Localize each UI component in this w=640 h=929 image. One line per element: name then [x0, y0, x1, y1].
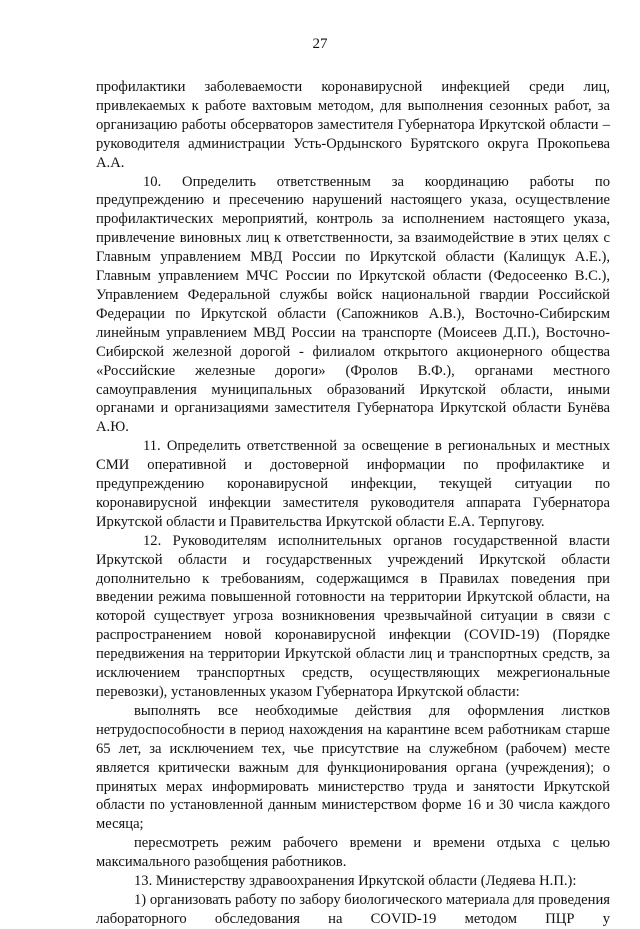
document-body [96, 78, 610, 929]
paragraph-13: 13. Министерству здравоохранения Иркутской области (Ледяева Н.П.): [134, 873, 577, 890]
paragraph-12-item-2: пересмотреть режим рабочего времени и времени отдыха с целью максимального разобщения работников. [96, 835, 610, 871]
paragraph-11: 11. Определить ответственной за освещение в региональных и местных СМИ оперативной и достоверной информации по профилактике и предупреждению коронавирусной инфекции, текущей ситуации по коронавирусной инфекции заместителя руководителя аппарата Губернатора Иркутской области и Правительства Иркутской области Е.А. Терпугову. [96, 438, 610, 530]
paragraph-continuation: профилактики заболеваемости коронавирусной инфекцией среди лиц, привлекаемых к работе вахтовым методом, для выполнения сезонных работ, за организацию работы обсерваторов заместителя Губернатора Иркутской области – руководителя администрации Усть-Ордынского Бурятского округа Прокопьева А.А. [96, 79, 610, 171]
paragraph-13-item-1: 1) организовать работу по забору биологического материала для проведения лабораторного обследования на COVID-19 методом ПЦР у [96, 891, 610, 927]
paragraph-12-item-1: выполнять все необходимые действия для оформления листков нетрудоспособности в период нахождения на карантине всем работникам старше 65 лет, за исключением тех, чье присутствие на служебном (рабочем) месте является критически важным для функционирования органа (учреждения); о принятых мерах информировать министерство труда и занятости Иркутской области по установленной данным министерством форме 16 и 30 числа каждого месяца; [96, 702, 610, 833]
page-number: 27 [312, 36, 328, 52]
paragraph-12: 12. Руководителям исполнительных органов государственной власти Иркутской области и государственных учреждений Иркутской области дополнительно к требованиям, содержащимся в Правилах поведения при введении режима повышенной готовности на территории Иркутской области, на которой существует угроза возникновения чрезвычайной ситуации в связи с распространением новой коронавирусной инфекции (COVID-19) (Порядке передвижения на территории Иркутской области лиц и транспортных средств, за исключением транспортных средств, осуществляющих межрегиональные перевозки), установленных указом Губернатора Иркутской области: [96, 532, 610, 700]
paragraph-10: 10. Определить ответственным за координацию работы по предупреждению и пресечению нарушений настоящего указа, осуществление профилактических мероприятий, контроль за исполнением настоящего указа, привлечение виновных лиц к ответственности, за взаимодействие в этих целях с Главным управлением МВД России по Иркутской области (Калищук А.Е.), Главным управлением МЧС России по Иркутской области (Федосеенко В.С.), Управлением Федеральной службы войск национальной гвардии Российской Федерации по Иркутской области (Сапожников А.В.), Восточно-Сибирским линейным управлением МВД России на транспорте (Моисеев Д.П.), Восточно-Сибирской железной дорогой - филиалом открытого акционерного общества «Российские железные дороги» (Фролов В.Ф.), органами местного самоуправления муниципальных образований Иркутской области, иными органами и организациями заместителя Губернатора Иркутской области Бунёва А.Ю. [96, 173, 610, 436]
